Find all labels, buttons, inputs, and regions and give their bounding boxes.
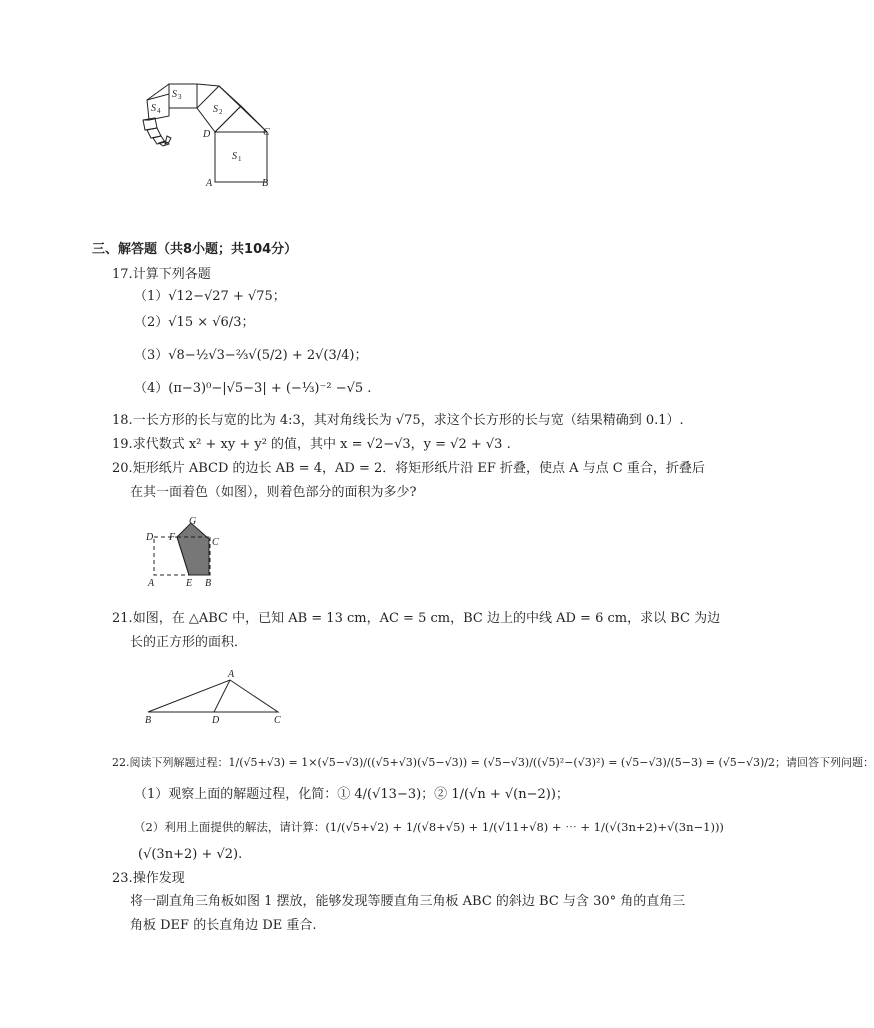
svg-text:C: C xyxy=(263,127,270,138)
svg-text:E: E xyxy=(186,578,193,589)
svg-text:S: S xyxy=(232,151,237,162)
svg-text:B: B xyxy=(262,178,269,189)
section-title: 三、解答题（共8小题；共104分） xyxy=(92,242,298,257)
q20-line-1: 20.矩形纸片 ABCD 的边长 AB = 4，AD = 2．将矩形纸片沿 EF 折叠，使点 A 与点 C 重合，折叠后 xyxy=(112,461,705,476)
svg-text:S: S xyxy=(213,104,218,115)
svg-text:A: A xyxy=(148,578,155,589)
svg-text:D: D xyxy=(212,715,220,726)
q17-item-2: （2）√15 × √6/3； xyxy=(134,315,255,330)
svg-text:A: A xyxy=(206,178,213,189)
q17-heading: 17.计算下列各题 xyxy=(112,267,211,282)
shaded-region xyxy=(177,523,209,575)
q21-line-2: 长的正方形的面积． xyxy=(130,635,248,650)
svg-text:S: S xyxy=(151,103,156,114)
q23-heading: 23.操作发现 xyxy=(112,871,185,886)
q22-line-3: （2）利用上面提供的解法，请计算：(1/(√5+√2) + 1/(√8+√5) + 1/(√11+√8) + ⋯ + 1/(√(3n+2)+√(3n−1))) xyxy=(134,820,724,834)
q17-item-3: （3）√8−½√3−⅔√(5/2) + 2√(3/4)； xyxy=(134,348,368,363)
svg-text:1: 1 xyxy=(238,155,242,163)
square-s2 xyxy=(215,106,267,132)
svg-text:D: D xyxy=(146,532,154,543)
svg-text:3: 3 xyxy=(178,93,182,101)
svg-text:2: 2 xyxy=(219,108,223,116)
svg-text:F: F xyxy=(169,532,176,543)
svg-text:C: C xyxy=(212,537,219,548)
svg-text:4: 4 xyxy=(157,107,161,115)
q20-line-2: 在其一面着色（如图），则着色部分的面积为多少? xyxy=(130,485,417,500)
svg-text:G: G xyxy=(189,516,197,527)
spiral-squares-figure xyxy=(135,80,285,192)
q17-item-1: （1）√12−√27 + √75； xyxy=(134,289,286,304)
triangle-abc-figure xyxy=(140,666,290,726)
svg-text:B: B xyxy=(205,578,212,589)
q18: 18.一长方形的长与宽的比为 4:3，其对角线长为 √75，求这个长方形的长与宽（结果精确到 0.1）. xyxy=(112,413,684,428)
q19: 19.求代数式 x² + xy + y² 的值，其中 x = √2−√3，y = √2 + √3 . xyxy=(112,437,511,452)
svg-text:B: B xyxy=(145,715,152,726)
q21-line-1: 21.如图，在 △ABC 中，已知 AB = 13 cm，AC = 5 cm，BC 边上的中线 AD = 6 cm，求以 BC 为边 xyxy=(112,611,721,626)
q22-line-1: 22.阅读下列解题过程：1/(√5+√3) = 1×(√5−√3)/((√5+√3)(√5−√3)) = (√5−√3)/((√5)²−(√3)²) = (√5−√3)/(5−3) = (√5−√3)/2；请回答下列问题： xyxy=(112,756,874,769)
q23-line-2: 角板 DEF 的长直角边 DE 重合. xyxy=(130,918,317,933)
svg-text:S: S xyxy=(172,89,177,100)
q17-item-4: （4）(π−3)⁰−|√5−3| + (−⅓)⁻² −√5 . xyxy=(134,381,372,396)
q23-line-1: 将一副直角三角板如图 1 摆放，能够发现等腰直角三角板 ABC 的斜边 BC 与含 30° 角的直角三 xyxy=(130,894,686,909)
q22-line-2: （1）观察上面的解题过程，化简：① 4/(√13−3)；② 1/(√n + √(n−2))； xyxy=(134,787,569,802)
svg-text:D: D xyxy=(203,129,211,140)
svg-text:A: A xyxy=(228,669,235,680)
svg-text:C: C xyxy=(274,715,281,726)
folded-rectangle-figure xyxy=(145,515,235,590)
q22-line-4: (√(3n+2) + √2). xyxy=(138,847,243,862)
